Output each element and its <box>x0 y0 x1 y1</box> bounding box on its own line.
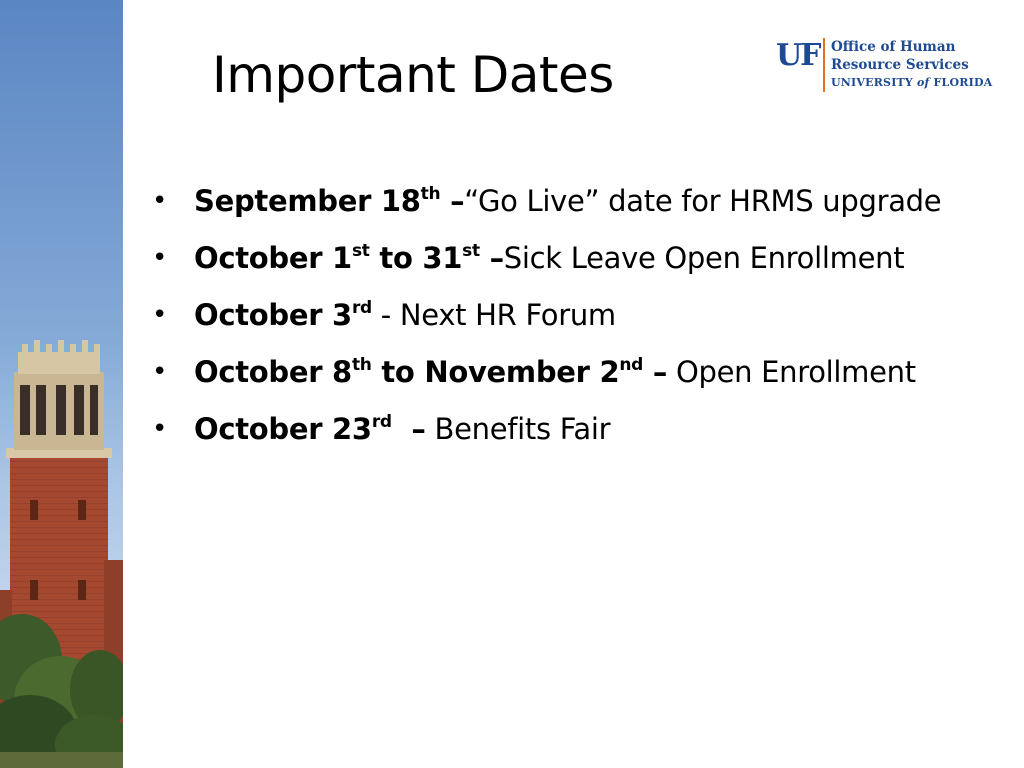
date-label: October 23rd – <box>194 412 426 446</box>
list-item <box>152 349 992 395</box>
tower-illustration <box>0 0 123 768</box>
bullet-dot: • <box>152 300 168 330</box>
date-description: Benefits Fair <box>425 412 611 446</box>
date-label: September 18th – <box>194 184 465 218</box>
date-label: October 1st to 31st – <box>194 241 504 275</box>
logo-text <box>831 38 992 92</box>
list-item <box>152 178 992 224</box>
uf-logo-mark: UF <box>776 38 820 73</box>
logo-line-university: UNIVERSITY of FLORIDA <box>831 76 993 89</box>
logo-line-office: Office of Human <box>831 39 956 55</box>
date-description: Sick Leave Open Enrollment <box>503 241 905 275</box>
uf-hr-logo <box>776 38 996 96</box>
date-description: - Next HR Forum <box>371 298 616 332</box>
logo-divider <box>823 38 825 92</box>
important-dates-list <box>152 178 992 463</box>
logo-line-services: Resource Services <box>831 57 969 73</box>
date-description: Open Enrollment <box>667 355 916 389</box>
bullet-dot: • <box>152 357 168 387</box>
slide-title: Important Dates <box>212 46 614 104</box>
century-tower-photo <box>0 0 123 768</box>
date-description: “Go Live” date for HRMS upgrade <box>464 184 942 218</box>
date-label: October 8th to November 2nd – <box>194 355 668 389</box>
date-label: October 3rd <box>194 298 372 332</box>
bullet-dot: • <box>152 186 168 216</box>
bullet-dot: • <box>152 414 168 444</box>
list-item <box>152 406 992 452</box>
bullet-dot: • <box>152 243 168 273</box>
list-item <box>152 292 992 338</box>
list-item <box>152 235 992 281</box>
